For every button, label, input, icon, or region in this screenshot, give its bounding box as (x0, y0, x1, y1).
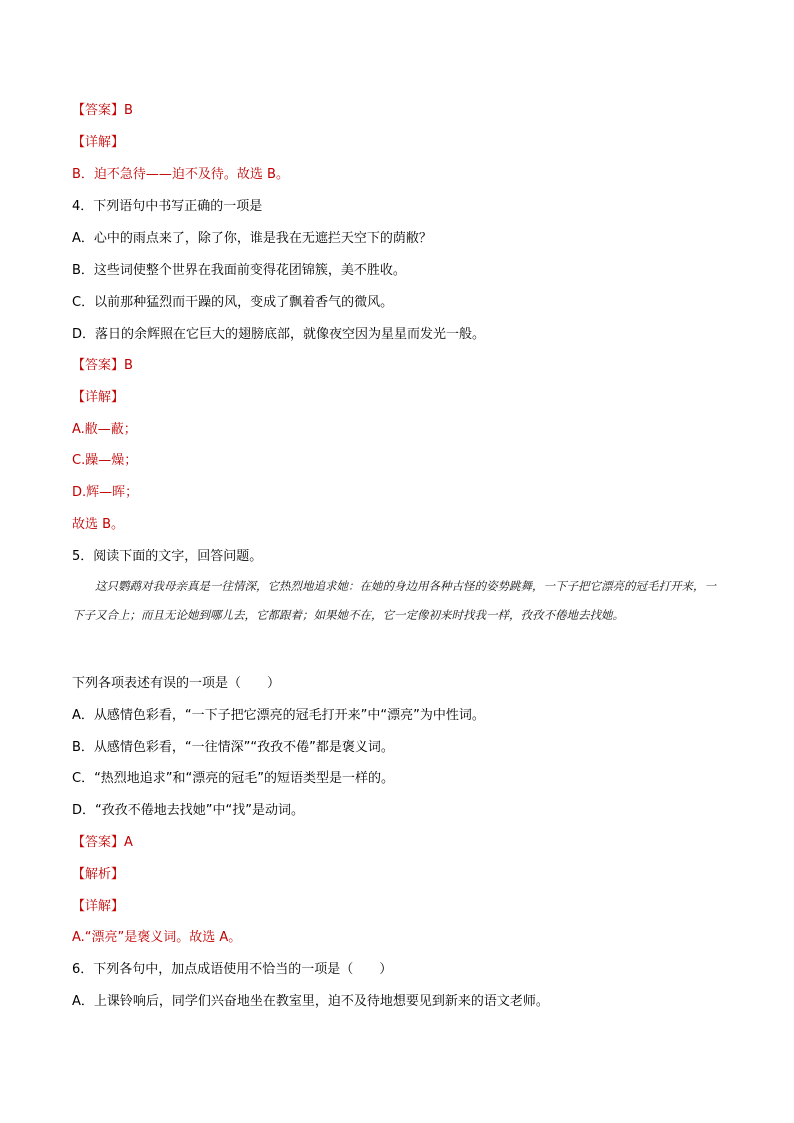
reading-passage: 这只鹦鹉对我母亲真是一往情深，它热烈地追求她：在她的身边用各种古怪的姿势跳舞，一下子把它漂亮的冠毛打开来，一下子又合上；而且无论她到哪儿去，它都跟着；如果她不在，它一定像初来时找我一样，孜孜不倦地去找她。 (72, 579, 716, 622)
option-d: D．“孜孜不倦地去找她”中“找”是动词。 (72, 803, 304, 818)
explanation-label: 【详解】 (72, 135, 125, 150)
answer-label (72, 834, 133, 852)
answer-value: A (124, 835, 133, 850)
explanation-label: 【详解】 (72, 899, 125, 914)
answer-value: B (124, 103, 133, 118)
explanation-item: D.辉—晖； (72, 485, 139, 500)
option-a: A．上课铃响后，同学们兴奋地坐在教室里，迫不及待地想要见到新来的语文老师。 (72, 994, 549, 1009)
explanation-label: 【详解】 (72, 390, 125, 405)
answer-label (72, 357, 133, 375)
option-c: C．以前那种猛烈而干躁的风，变成了飘着香气的微风。 (72, 295, 394, 310)
option-a: A．从感情色彩看，“一下子把它漂亮的冠毛打开来”中“漂亮”为中性词。 (72, 708, 485, 723)
option-a: A．心中的雨点来了，除了你，谁是我在无遮拦天空下的荫敝？ (72, 231, 432, 246)
option-d: D．落日的余辉照在它巨大的翅膀底部，就像夜空因为星星而发光一般。 (72, 327, 486, 342)
explanation-text: A.“漂亮”是褒义词。故选 A。 (72, 930, 242, 945)
explanation-text: B．迫不急待——迫不及待。故选 B。 (72, 167, 289, 182)
question-6: 6．下列各句中，加点成语使用不恰当的一项是（ ） (72, 962, 393, 977)
option-b: B．从感情色彩看，“一往情深”“孜孜不倦”都是褒义词。 (72, 740, 394, 755)
answer-tag: 【答案】 (72, 835, 125, 850)
option-b: B．这些词使整个世界在我面前变得花团锦簇，美不胜收。 (72, 263, 406, 278)
answer-tag: 【答案】 (72, 358, 125, 373)
explanation-item: A.敝—蔽； (72, 422, 137, 437)
question-5-prompt: 下列各项表述有误的一项是（ ） (72, 676, 281, 691)
answer-tag: 【答案】 (72, 103, 125, 118)
question-4: 4．下列语句中书写正确的一项是 (72, 199, 263, 214)
explanation-item: C.躁—燥； (72, 453, 138, 468)
option-c: C．“热烈地追求”和“漂亮的冠毛”的短语类型是一样的。 (72, 771, 395, 786)
question-5: 5．阅读下面的文字，回答问题。 (72, 549, 263, 564)
explanation-conclusion: 故选 B。 (72, 517, 125, 532)
analysis-label: 【解析】 (72, 867, 125, 882)
answer-label (72, 102, 133, 120)
answer-value: B (124, 358, 133, 373)
